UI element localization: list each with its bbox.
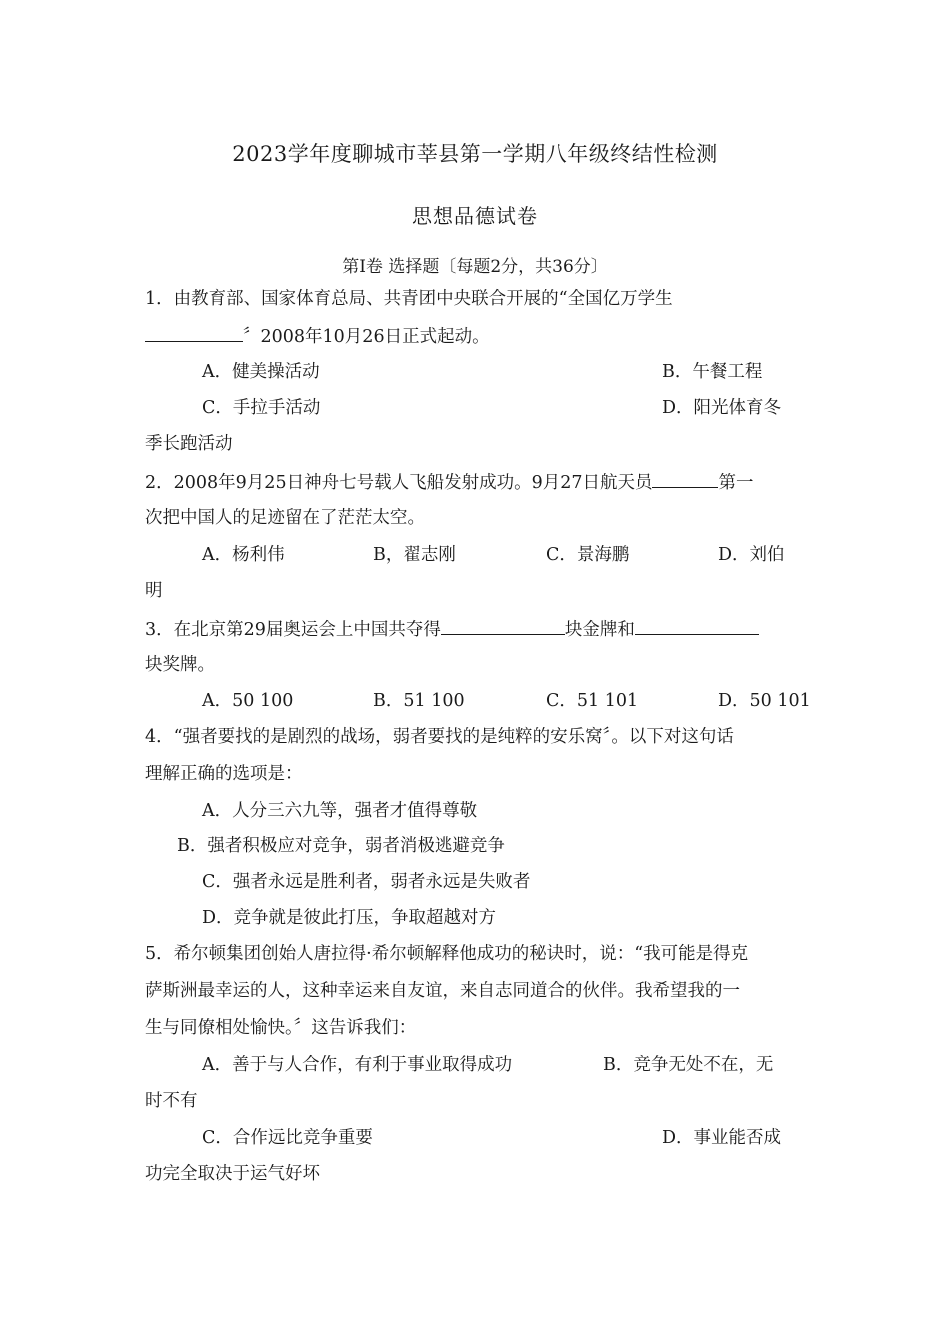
question-1-text-line2: 〞2008年10月26日正式起动。 bbox=[145, 323, 490, 349]
option-1d: D．阳光体育冬 bbox=[662, 398, 782, 418]
option-2d: D．刘伯 bbox=[718, 545, 785, 565]
answer-blank bbox=[441, 616, 565, 635]
exam-subtitle: 思想品德试卷 bbox=[412, 204, 538, 228]
question-4-text: 4．“强者要找的是剧烈的战场，弱者要找的是纯粹的安乐窝〞。以下对这句话 bbox=[145, 727, 734, 747]
option-4a: A．人分三六九等，强者才值得尊敬 bbox=[202, 801, 478, 821]
question-2-text: 2．2008年9月25日神舟七号载人飞船发射成功。9月27日航天员 第一 bbox=[145, 469, 753, 495]
option-3c: C．51 101 bbox=[546, 691, 639, 711]
option-5b: B．竞争无处不在，无 bbox=[603, 1055, 774, 1075]
question-3-text: 3．在北京第29届奥运会上中国共夺得 块金牌和 bbox=[145, 616, 759, 642]
answer-blank bbox=[145, 323, 243, 342]
question-4-text-line2: 理解正确的选项是： bbox=[145, 764, 303, 784]
option-5d: D．事业能否成 bbox=[662, 1128, 782, 1148]
option-3b: B．51 100 bbox=[373, 691, 465, 711]
option-5c: C．合作远比竞争重要 bbox=[202, 1128, 373, 1148]
option-2c: C．景海鹏 bbox=[546, 545, 630, 565]
option-1b: B．午餐工程 bbox=[662, 362, 763, 382]
option-4d: D．竞争就是彼此打压，争取超越对方 bbox=[202, 908, 497, 928]
option-2a: A．杨利伟 bbox=[202, 545, 285, 565]
option-4c: C．强者永远是胜利者，弱者永远是失败者 bbox=[202, 872, 531, 892]
question-2-text-line2: 次把中国人的足迹留在了茫茫太空。 bbox=[145, 508, 425, 528]
option-1c: C．手拉手活动 bbox=[202, 398, 321, 418]
question-1-text: 1．由教育部、国家体育总局、共青团中央联合开展的“全国亿万学生 bbox=[145, 289, 673, 309]
question-3-text-line2: 块奖牌。 bbox=[145, 655, 215, 675]
option-5d-cont: 功完全取决于运气好坏 bbox=[145, 1164, 320, 1184]
exam-title: 2023学年度聊城市莘县第一学期八年级终结性检测 bbox=[232, 142, 718, 166]
option-3a: A．50 100 bbox=[202, 691, 294, 711]
option-1d-cont: 季长跑活动 bbox=[145, 434, 233, 454]
answer-blank bbox=[635, 616, 759, 635]
section-heading: 第Ⅰ卷 选择题〔每题2分，共36分〕 bbox=[342, 257, 608, 277]
option-1a: A．健美操活动 bbox=[202, 362, 320, 382]
question-5-text-line3: 生与同僚相处愉快。〞这告诉我们： bbox=[145, 1018, 417, 1038]
option-5b-cont: 时不有 bbox=[145, 1091, 198, 1111]
option-2b: B，翟志刚 bbox=[373, 545, 456, 565]
option-3d: D．50 101 bbox=[718, 691, 811, 711]
answer-blank bbox=[652, 469, 718, 488]
option-4b: B．强者积极应对竞争，弱者消极逃避竞争 bbox=[177, 836, 505, 856]
question-5-text: 5．希尔顿集团创始人唐拉得·希尔顿解释他成功的秘诀时，说：“我可能是得克 bbox=[145, 944, 749, 964]
question-5-text-line2: 萨斯洲最幸运的人，这种幸运来自友谊，来自志同道合的伙伴。我希望我的一 bbox=[145, 981, 740, 1001]
option-5a: A．善于与人合作，有利于事业取得成功 bbox=[202, 1055, 513, 1075]
option-2d-cont: 明 bbox=[145, 581, 163, 601]
